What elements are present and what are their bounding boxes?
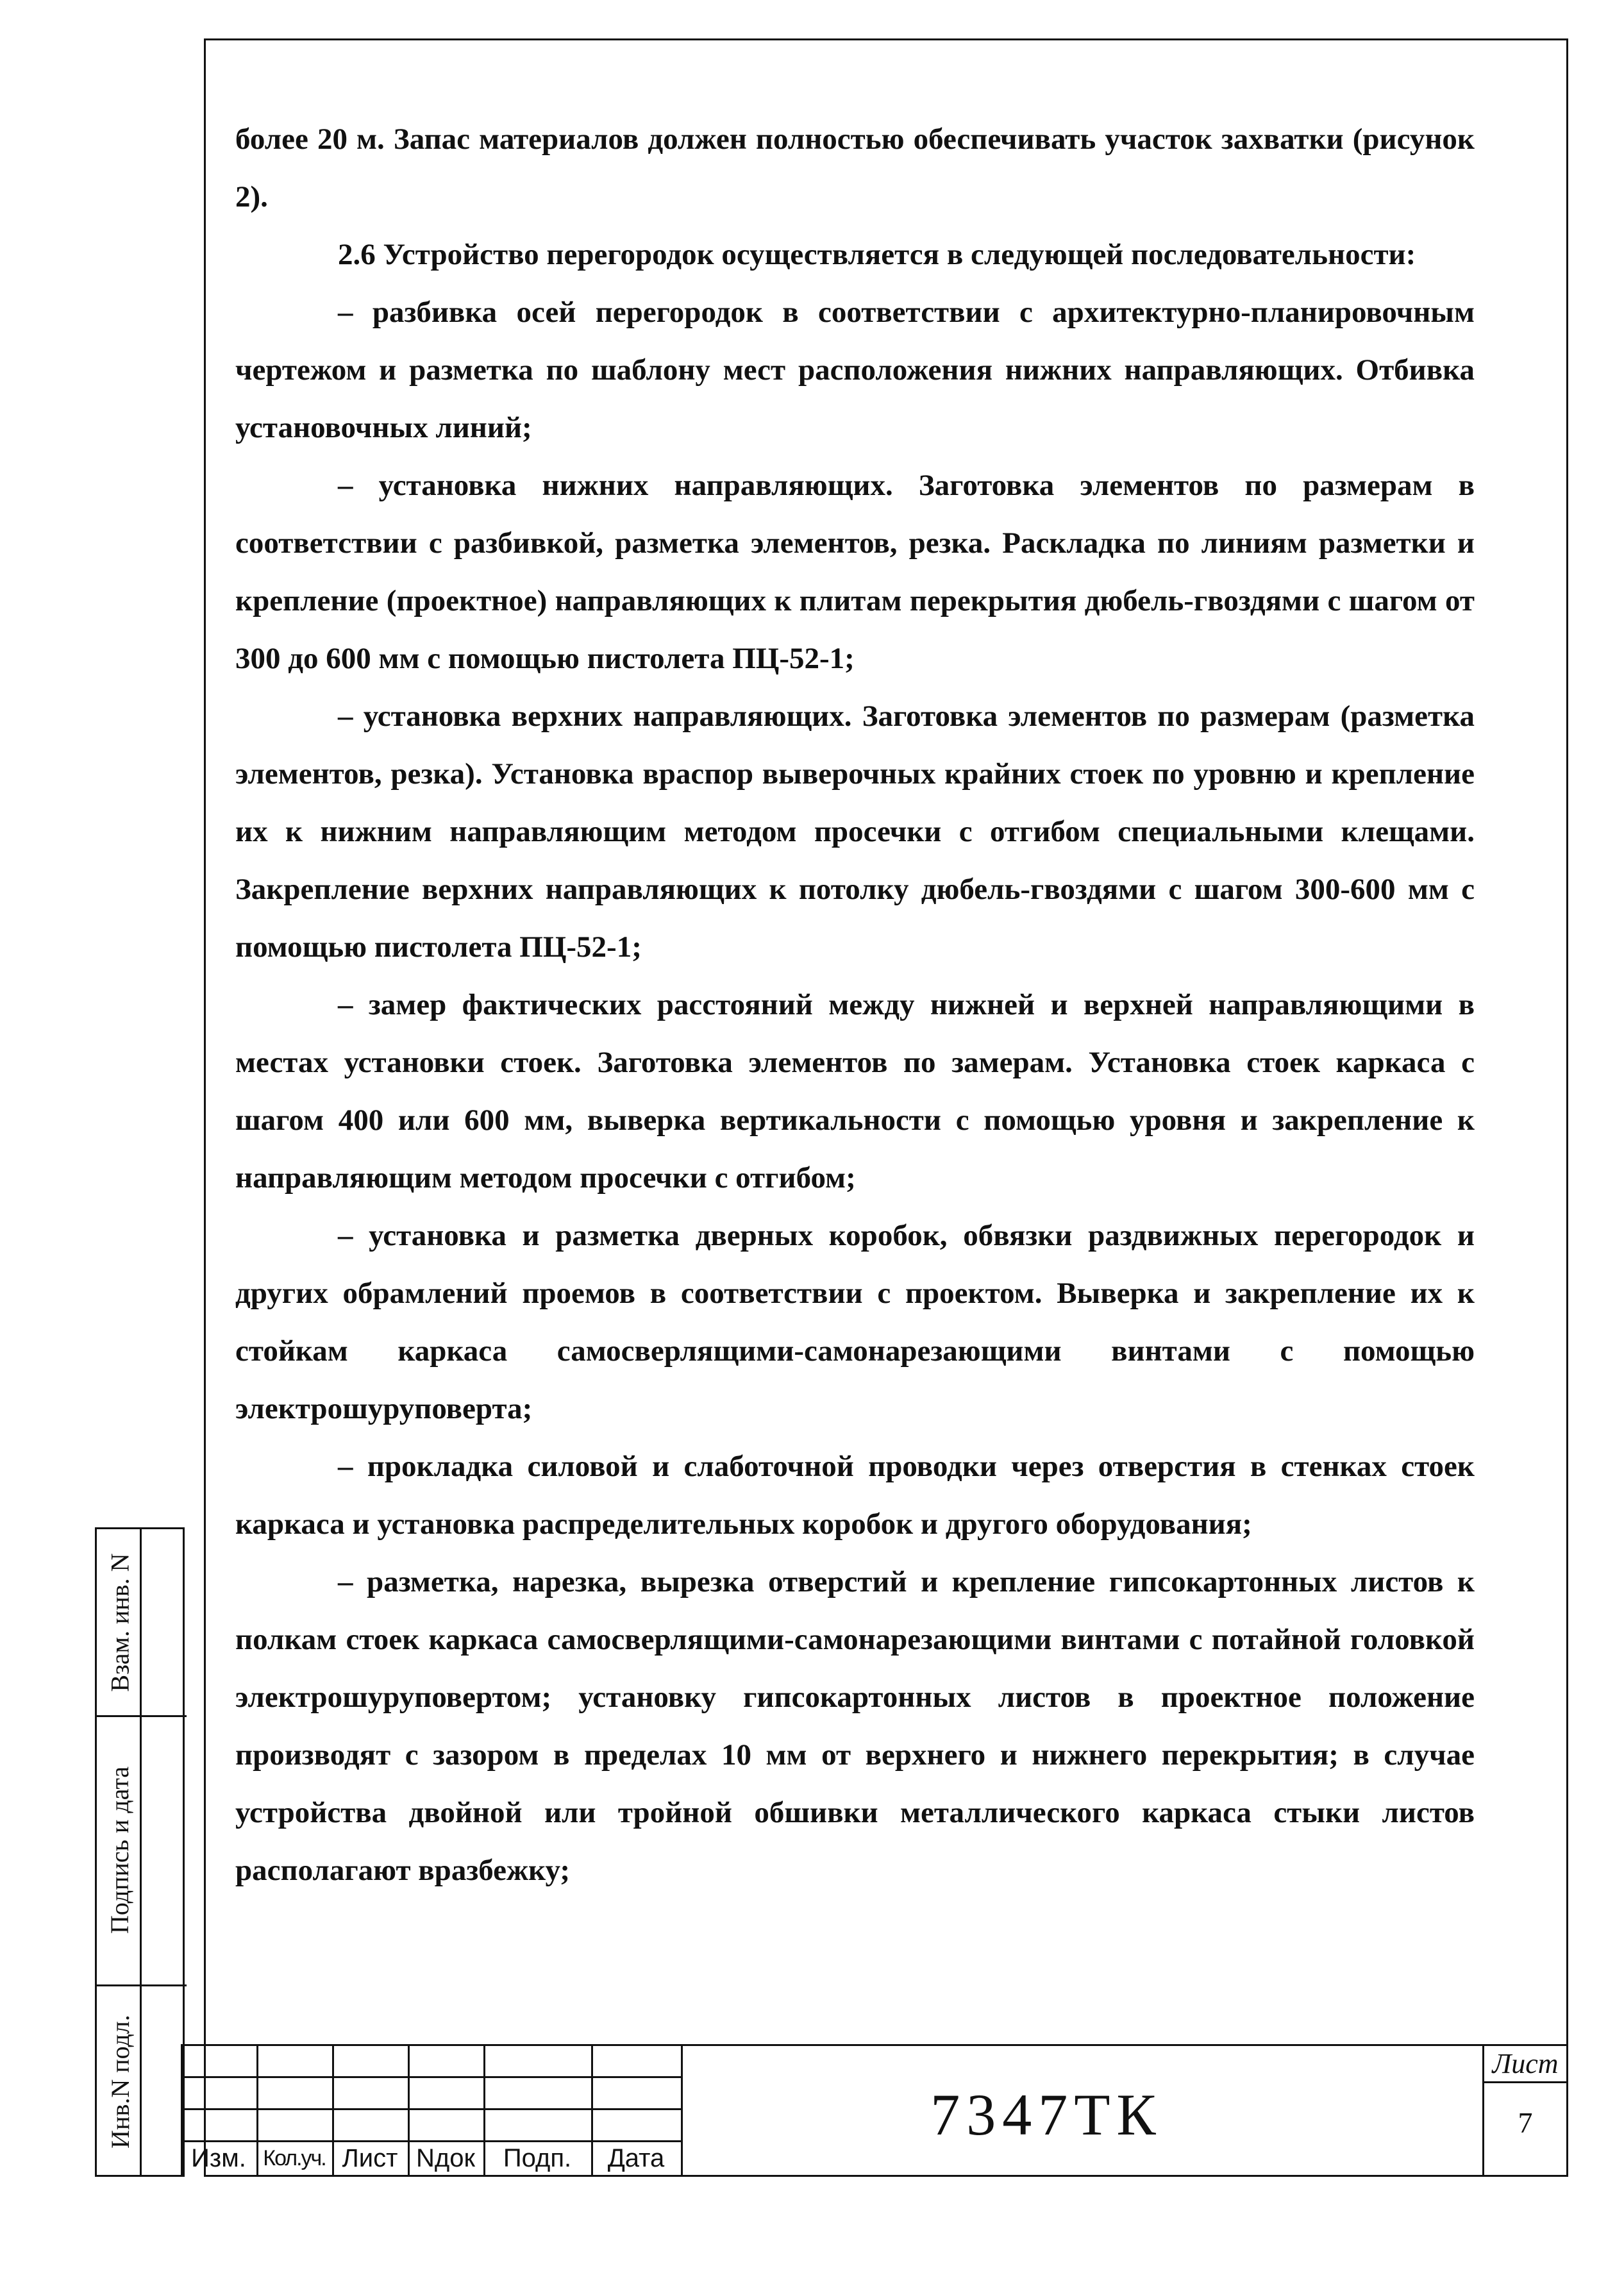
list-item-lower-guides: – установка нижних направляющих. Заготовка элементов по размерам в соответствии с разбивкой, разметка элементов, резка. Раскладка по линиям разметки и крепление (проектное) направляющих к плитам перекрытия дюбель-гвоздями с шагом от 300 до 600 мм с помощью пистолета ПЦ-52-1; — [235, 469, 1475, 675]
document-body — [235, 110, 1475, 1899]
sheet-number: 7 — [1518, 2106, 1533, 2139]
tb-header-data: Дата — [607, 2144, 665, 2172]
paragraph-2-6: 2.6 Устройство перегородок осуществляется в следующей последовательности: — [338, 238, 1416, 271]
tb-line — [181, 2108, 681, 2110]
tb-line — [681, 2044, 683, 2177]
tb-header-list: Лист — [342, 2144, 398, 2172]
tb-header-izm: Изм. — [191, 2144, 246, 2172]
sheet-label: Лист — [1492, 2048, 1559, 2079]
side-stamp — [95, 1527, 185, 2177]
paragraph-continuation: более 20 м. Запас материалов должен полностью обеспечивать участок захватки (рисунок 2). — [235, 122, 1475, 214]
side-label-vzam: Взам. инв. N — [105, 1552, 135, 1692]
list-item-door-frames: – установка и разметка дверных коробок, обвязки раздвижных перегородок и других обрамлений проемов в соответствии с проектом. Выверка и закрепление их к стойкам каркаса самосверлящими-самонарезающими винтами с помощью электрошуруповерта; — [235, 1219, 1475, 1425]
document-code: 7347ТК — [930, 2082, 1162, 2147]
side-label-inv: Инв.N подл. — [105, 2015, 135, 2149]
tb-header-ndok: Nдок — [416, 2144, 475, 2172]
tb-line — [181, 2044, 1568, 2046]
side-label-podpis: Подпись и дата — [105, 1766, 135, 1934]
list-item-measurement: – замер фактических расстояний между нижней и верхней направляющими в местах установки стоек. Заготовка элементов по замерам. Установка стоек каркаса с шагом 400 или 600 мм, выверка вертикальности с помощью уровня и закрепление к направляющим методом просечки с отгибом; — [235, 988, 1475, 1195]
list-item-axis-layout: – разбивка осей перегородок в соответствии с архитектурно-планировочным чертежом и разметка по шаблону мест расположения нижних направляющих. Отбивка установочных линий; — [235, 296, 1475, 444]
list-item-gypsum-sheets: – разметка, нарезка, вырезка отверстий и крепление гипсокартонных листов к полкам стоек каркаса самосверлящими-самонарезающими винтами с потайной головкой электрошуруповертом; установку гипсокартонных листов в проектное положение производят с зазором в пределах 10 мм от верхнего и нижнего перекрытия; в случае устройства двойной или тройной обшивки металлического каркаса стыки листов располагают вразбежку; — [235, 1565, 1475, 1887]
list-item-upper-guides: – установка верхних направляющих. Заготовка элементов по размерам (разметка элементов, резка). Установка враспор выверочных крайних стоек по уровню и крепление их к нижним направляющим методом просечки с отгибом специальными клещами. Закрепление верхних направляющих к потолку дюбель-гвоздями с шагом 300-600 мм с помощью пистолета ПЦ-52-1; — [235, 700, 1475, 964]
tb-line — [181, 2076, 681, 2078]
tb-header-podp: Подп. — [503, 2144, 572, 2172]
list-item-wiring: – прокладка силовой и слаботочной проводки через отверстия в стенках стоек каркаса и установка распределительных коробок и другого оборудования; — [235, 1450, 1475, 1541]
tb-header-kol-uch: Кол.уч. — [263, 2146, 326, 2170]
title-block — [181, 2044, 1568, 2177]
